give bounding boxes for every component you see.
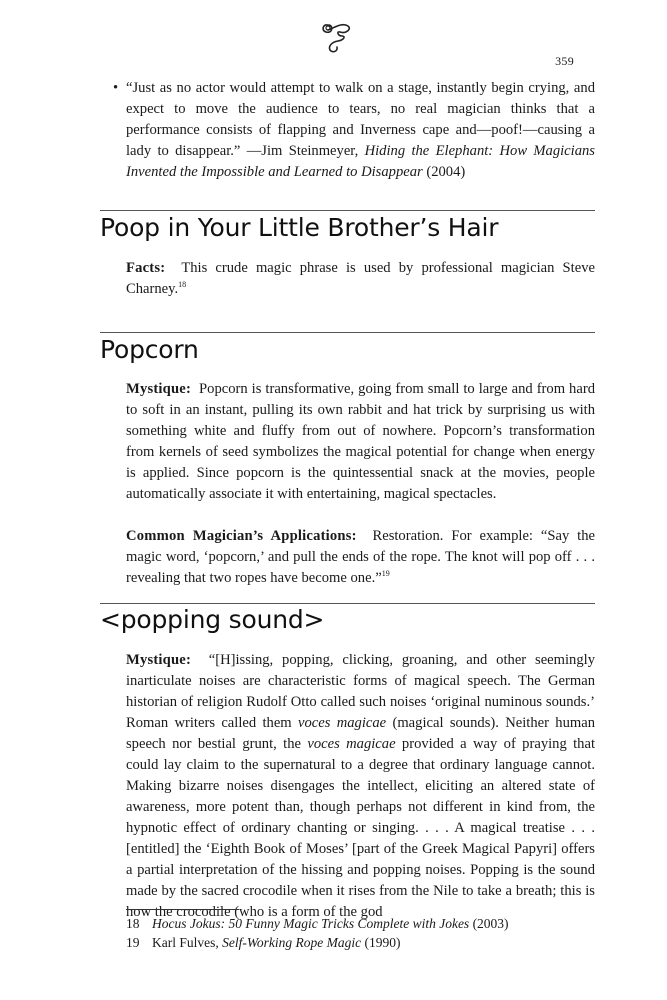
paragraph-text: (magical sounds). Neither human speech nor bestial grunt, the	[126, 715, 595, 752]
page-number: 359	[555, 54, 574, 68]
entry-title: Poop in Your Little Brother’s Hair	[100, 213, 499, 242]
entry-paragraph	[126, 650, 595, 923]
paragraph-label: Mystique:	[126, 652, 192, 668]
footnote	[126, 914, 595, 933]
paragraph-text: This crude magic phrase is used by professional magician Steve Charney.	[126, 260, 595, 297]
section-divider	[100, 332, 595, 333]
paragraph-text: provided a way of praying that could lay claim to the supernatural to a degree that ordinary language cannot. Making bizarre noises disengages the intellect, eliciting an altered state of awareness, more potent than, though perhaps not different in kind from, the hypnotic effect of ordinary chanting or singing. . . . A magical treatise . . . [entitled] the ‘Eighth Book of Moses’ [part of the Greek Magical Papyri] offers a partial interpretation of the hissing and popping noises. Popping is the sound made by the sacred crocodile when it rises from the Nile to take a breath; this is how the crocodile (who is a form of the god	[126, 736, 596, 920]
paragraph-text: Restoration. For example: “Say the magic word, ‘popcorn,’ and pull the ends of the rope. The knot will pop off . . . revealing that two ropes have become one.”	[126, 528, 595, 586]
quote-source-year: (2004)	[422, 164, 466, 180]
paragraph-label: Mystique:	[126, 381, 192, 397]
bullet: •	[113, 80, 119, 96]
footnote-number: 18	[126, 916, 140, 931]
ornament-icon	[316, 16, 356, 56]
footnote-divider	[126, 909, 239, 910]
footnote-title: Hocus Jokus: 50 Funny Magic Tricks Complete with Jokes	[152, 916, 470, 931]
footnote-author: Karl Fulves,	[152, 935, 223, 950]
italic-term: voces magicae	[297, 715, 387, 731]
italic-term: voces magicae	[307, 736, 396, 752]
section-divider	[100, 603, 595, 604]
footnote	[126, 933, 595, 952]
entry-title: <popping sound>	[100, 605, 325, 634]
footnote-year: (2003)	[469, 916, 509, 931]
footnote-ref: 18	[178, 280, 187, 290]
entry-paragraph	[126, 258, 595, 300]
entry-title: Popcorn	[100, 335, 199, 364]
footnote-year: (1990)	[361, 935, 401, 950]
footnote-title: Self-Working Rope Magic	[222, 935, 362, 950]
epigraph-quote	[113, 78, 595, 183]
footnotes	[126, 914, 595, 952]
paragraph-label: Common Magician’s Applications:	[126, 528, 357, 544]
quote-text: “Just as no actor would attempt to walk on a stage, instantly begin crying, and expect to move the audience to tears, no real magician thinks that a performance consists of flapping and Inverness cape and—poof!—causing a lady to disappear.” —Jim Steinmeyer,	[126, 80, 595, 159]
paragraph-label: Facts:	[126, 260, 166, 276]
paragraph-text: “[H]issing, popping, clicking, groaning, and other seemingly inarticulate noises are characteristic forms of magical speech. The German historian of religion Rudolf Otto called such noises ‘original numinous sounds.’ Roman writers called them	[126, 652, 596, 731]
footnote-number: 19	[126, 935, 140, 950]
section-divider	[100, 210, 595, 211]
entry-paragraph	[126, 526, 595, 589]
entry-paragraph	[126, 379, 595, 505]
footnote-ref: 19	[381, 569, 390, 579]
paragraph-text: Popcorn is transformative, going from small to large and from hard to soft in an instant, pulling its own rabbit and hat trick by surprising us with something white and fluffy from out of nowhere. Popcorn’s transformation from kernels of seed symbolizes the magical potential for change when energy is applied. Since popcorn is the quintessential snack at the movies, people automatically associate it with entertaining, magical spectacles.	[126, 381, 595, 502]
quote-source-title: Hiding the Elephant: How Magicians Invented the Impossible and Learned to Disappear	[126, 143, 595, 180]
